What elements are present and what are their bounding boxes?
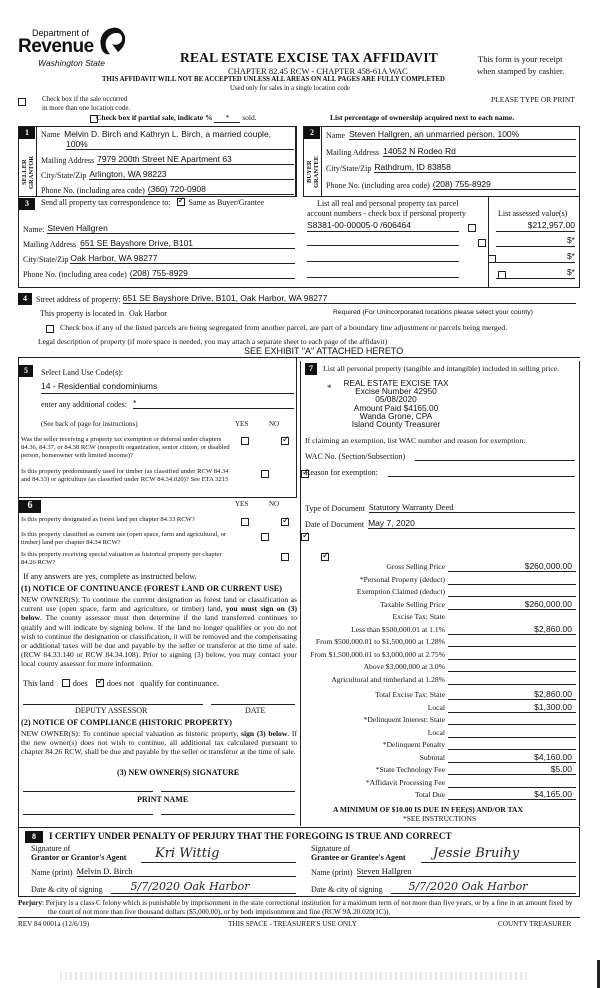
- tax-row-label: Exemption Claimed (deduct): [356, 587, 445, 596]
- grantor-signature[interactable]: Kri Wittig: [141, 846, 296, 863]
- same-as-buyer-checkbox[interactable]: [177, 198, 185, 206]
- same-as-buyer-label: Same as Buyer/Grantee: [188, 198, 265, 207]
- grantee-sig-of: Signature of: [311, 844, 351, 853]
- send-correspondence-label: Send all property tax correspondence to:: [41, 198, 171, 207]
- tax-row-label: *Delinquent Penalty: [382, 740, 445, 749]
- corr-phone-value[interactable]: (208) 755-8929: [130, 268, 295, 279]
- notice1-text-a: NEW OWNER(S): To continue the current designation as forest land or classification as current use (open space, farm and agriculture, or timber) land,: [21, 595, 297, 614]
- tax-row-label: Agricultural and timberland at 1.28%: [331, 674, 445, 684]
- corr-mailing-label: Mailing Address: [23, 240, 77, 249]
- parcel-personal-checkbox-1[interactable]: [468, 224, 476, 232]
- yes-header: YES: [235, 420, 249, 428]
- no-header: NO: [269, 420, 280, 428]
- corr-city-label: City/State/Zip: [23, 255, 69, 264]
- partial-sale-label: Check box if partial sale, indicate %: [96, 113, 213, 122]
- logo-line1: Department of: [32, 28, 90, 38]
- tax-row-label: From $500,000.01 to $1,500,000 at 1.28%: [315, 637, 445, 646]
- print-name-line-1[interactable]: [23, 814, 153, 815]
- legal-description-label: Legal description of property (if more space is needed, you may attach a separate sheet to each page of the affidavit): [38, 337, 388, 346]
- no-header-6: NO: [269, 500, 280, 508]
- certify-statement: I CERTIFY UNDER PENALTY OF PERJURY THAT THE FOREGOING IS TRUE AND CORRECT: [49, 831, 452, 841]
- seller-name-value[interactable]: Melvin D. Birch and Kathryn L. Birch, a married couple,: [64, 129, 272, 139]
- notice1-body: [21, 595, 297, 669]
- buyer-name-label: Name: [326, 131, 346, 140]
- county-treasurer-label: COUNTY TREASURER: [498, 920, 572, 928]
- buyer-city-label: City/State/Zip: [326, 164, 372, 173]
- q-exemption-no[interactable]: [281, 437, 289, 445]
- q-exemption-text: Was the seller receiving a property tax exemption or deferral under chapters 84.36, 84.37, or 84.38 RCW (nonprofit organization, senior citizen, or disabled person, homeowner with limited income)?: [21, 436, 230, 459]
- notice2-text-b: . If the new owner(s) does not wish to continue, all additional tax calculated pursuant to chapter 84.26 RCW, shall be due and payable by the seller or transferor at the time of sale.: [21, 729, 297, 757]
- assessed-header: List assessed value(s): [498, 209, 568, 218]
- buyer-city-value[interactable]: Rathdrum, ID 83858: [374, 162, 576, 173]
- tax-row-label: Less than $500,000.01 at 1.1%: [351, 624, 445, 634]
- tax-row-label: *Personal Property (deduct): [359, 574, 445, 584]
- tax-row-label: Local: [427, 702, 445, 712]
- exemption-instructions: If claiming an exemption, list WAC number and reason for exemption:: [305, 436, 526, 445]
- wac-input[interactable]: [415, 451, 575, 461]
- grantee-date-city-label: Date & city of signing: [311, 885, 383, 894]
- tax-row-label: Gross Selling Price: [386, 562, 445, 571]
- corr-mailing-value[interactable]: 651 SE Bayshore Drive, B101: [80, 238, 295, 249]
- grantee-agent-label: Grantee or Grantee's Agent: [311, 853, 406, 862]
- logo-line2: Revenue: [18, 36, 94, 57]
- q-historic-yes[interactable]: [281, 553, 289, 561]
- doc-date-label: Date of Document: [305, 520, 365, 529]
- seller-mailing-label: Mailing Address: [41, 156, 95, 165]
- seller-city-label: City/State/Zip: [41, 171, 87, 180]
- stamp-excise-number: Excise Number 42950: [355, 386, 437, 397]
- notice1-text-b: . The county assessor must then determine if the land transferred continues to qualify and will indicate by signing below. If the land no longer qualifies or you do not wish to continue the designation or classification, it will be removed and the compensating or additional taxes will be due and payable by the seller or transferor at the time of sale. (RCW 84.33.140 or RCW 84.34.108). Prior to signing (3) below, you may contact your local county assessor for more information.: [21, 613, 297, 669]
- additional-codes-label: enter any additional codes:: [41, 400, 127, 409]
- parcel-personal-checkbox-3[interactable]: [488, 255, 496, 263]
- parcel-value-3[interactable]: $*: [496, 251, 575, 263]
- q-forest-yes[interactable]: [241, 518, 249, 526]
- q-timber-yes[interactable]: [261, 470, 269, 478]
- see-instructions-note: *SEE INSTRUCTIONS: [403, 814, 477, 823]
- partial-sale-row: [96, 113, 257, 123]
- parcel-value-4[interactable]: $*: [496, 267, 575, 279]
- stamp-treasurer-name: Wanda Grone, CPA: [359, 410, 433, 421]
- seller-city-value[interactable]: Arlington, WA 98223: [89, 169, 294, 180]
- perjury-notice: [18, 899, 583, 916]
- does-checkbox[interactable]: [62, 679, 70, 687]
- qualify-label: qualify for continuance.: [140, 679, 219, 688]
- tax-row-value[interactable]: [448, 739, 576, 750]
- stamp-amount: Amount Paid $4165.00: [353, 402, 439, 413]
- section-6-forest: [18, 498, 297, 828]
- grantor-name-label: Name (print): [31, 868, 73, 877]
- receipt-note-2: when stamped by cashier.: [477, 66, 565, 76]
- ownership-note: List percentage of ownership acquired next to each name.: [330, 113, 515, 122]
- personal-property-bullet: *: [327, 383, 332, 393]
- tax-row-value[interactable]: [448, 636, 576, 647]
- tax-row-label: Total Due: [414, 790, 445, 799]
- additional-codes-value[interactable]: *: [133, 398, 294, 409]
- street-address-label: Street address of property:: [36, 295, 121, 304]
- logo-swirl-icon: [98, 26, 126, 56]
- tax-row-label: From $1,500,000.01 to $3,000,000 at 2.75%: [310, 649, 445, 659]
- parcel-account-2[interactable]: [307, 234, 459, 246]
- new-owner-signature-label: (3) NEW OWNER(S) SIGNATURE: [117, 768, 240, 777]
- segregated-label: Check box if any of the listed parcels are being segregated from another parcel, are part of a boundary line adjustment or parcels being merged.: [60, 323, 508, 332]
- does-not-label: does not: [106, 679, 135, 688]
- print-name-label: PRINT NAME: [137, 795, 189, 804]
- q-forest-no[interactable]: [281, 518, 289, 526]
- stamp-date: 05/08/2020: [375, 394, 417, 405]
- stamp-line-1: REAL ESTATE EXCISE TAX: [343, 378, 449, 388]
- section-7-number: 7: [305, 363, 317, 375]
- grantee-date-city-value[interactable]: 5/7/2020 Oak Harbor: [391, 880, 576, 894]
- perjury-text: : Perjury is a class C felony which is punishable by imprisonment in the state correctional institution for a maximum term of not more than five years, or by a fine in an amount fixed by the court of not more than five thousand dollars ($5,000.00), or by both imprisonment and fine (RCW 9A.20.020(1C)).: [41, 899, 573, 916]
- chapter-subtitle: CHAPTER 82.45 RCW - CHAPTER 458-61A WAC: [228, 66, 408, 76]
- parcel-header-1: List all real and personal property tax parcel: [317, 199, 459, 208]
- parcel-account-3[interactable]: [307, 250, 459, 262]
- grantor-name-value[interactable]: Melvin D. Birch: [77, 866, 296, 877]
- land-use-value[interactable]: 14 - Residential condominiums: [41, 381, 294, 394]
- perjury-label: Perjury: [18, 899, 42, 907]
- section-8-number: 8: [25, 831, 43, 843]
- parcel-account-1[interactable]: S8381-00-00005-0 /606464: [307, 220, 459, 232]
- seller-grantor-label: SELLER GRANTOR: [21, 155, 35, 189]
- yes-header-6: YES: [235, 500, 249, 508]
- stamp-county: Island County Treasurer: [351, 419, 441, 430]
- does-label: does: [72, 679, 88, 688]
- tax-row-value[interactable]: $4,165.00: [448, 789, 576, 800]
- personal-property-label: List all personal property (tangible and intangible) included in selling price.: [323, 364, 560, 373]
- used-only-text: Used only for sales in a single location code: [230, 85, 351, 92]
- tax-row-label: Total Excise Tax: State: [375, 690, 445, 699]
- q-current-use-text: Is this property classified as current use (open space, farm and agricultural, or timber) land per chapter 84.34 RCW?: [21, 531, 227, 546]
- notice1-bold: you must sign on (3) below: [21, 604, 297, 623]
- section-1-seller: [18, 126, 297, 197]
- tax-row-value[interactable]: [448, 727, 576, 738]
- treasurer-stamp: [341, 379, 451, 428]
- tax-row-label: *State Technology Fee: [375, 765, 445, 774]
- tax-row-label: Above $3,000,000 at 3.0%: [363, 662, 445, 671]
- section-4-number: 4: [18, 293, 32, 305]
- tax-row-value[interactable]: $2,860.00: [448, 689, 576, 700]
- parcel-header-2: account numbers - check box if personal property: [307, 209, 466, 218]
- minimum-due-note: A MINIMUM OF $10.00 IS DUE IN FEE(S) AND/OR TAX: [333, 805, 523, 814]
- street-address-value[interactable]: 651 SE Bayshore Drive, B101, Oak Harbor, WA 98277: [123, 293, 576, 304]
- tax-row-label: *Delinquent Interest: State: [363, 715, 445, 724]
- reason-input[interactable]: [388, 467, 575, 477]
- tax-row-value[interactable]: $2,860.00: [448, 624, 576, 635]
- tax-row-label: Excise Tax: State: [392, 612, 445, 621]
- section-5-land-use: [18, 361, 297, 496]
- grantor-date-city-label: Date & city of signing: [31, 885, 103, 894]
- please-type-text: PLEASE TYPE OR PRINT: [491, 95, 575, 104]
- tax-row-value[interactable]: $5.00: [448, 764, 576, 775]
- buyer-mailing-label: Mailing Address: [326, 148, 380, 157]
- tax-row-value[interactable]: [448, 777, 576, 788]
- section-5-number: 5: [19, 365, 33, 377]
- tax-row-value[interactable]: $1,300.00: [448, 702, 576, 713]
- tax-row-value[interactable]: [448, 586, 576, 597]
- tax-row-label: Taxable Selling Price: [380, 599, 445, 609]
- legal-description-value[interactable]: SEE EXHIBIT "A" ATTACHED HERETO: [244, 346, 404, 356]
- receipt-note-1: This form is your receipt: [478, 54, 563, 64]
- located-in-label: This property is located in: [40, 309, 124, 318]
- multi-location-label-2: in more than one location code.: [42, 104, 131, 112]
- reason-label: Reason for exemption:: [305, 468, 378, 477]
- tax-row-value[interactable]: [448, 714, 576, 725]
- tax-row-value[interactable]: [448, 661, 576, 672]
- tax-calculation: [300, 562, 580, 824]
- warning-text: THIS AFFIDAVIT WILL NOT BE ACCEPTED UNLESS ALL AREAS ON ALL PAGES ARE FULLY COMPLETED: [102, 76, 445, 83]
- notice2-title: (2) NOTICE OF COMPLIANCE (HISTORIC PROPERTY): [21, 718, 233, 727]
- q-current-use-yes[interactable]: [261, 533, 269, 541]
- corr-phone-label: Phone No. (including area code): [23, 270, 127, 279]
- deputy-assessor-label: DEPUTY ASSESSOR: [75, 706, 148, 715]
- grantor-sig-of: Signature of: [31, 844, 71, 853]
- grantor-date-city-value[interactable]: 5/7/2020 Oak Harbor: [111, 880, 296, 894]
- if-yes-note: If any answers are yes, complete as instructed below.: [23, 572, 197, 581]
- q-exemption-yes[interactable]: [241, 437, 249, 445]
- dor-logo: [18, 28, 136, 72]
- print-name-line-2[interactable]: [161, 814, 295, 815]
- tax-row-value[interactable]: $260,000.00: [448, 561, 576, 572]
- buyer-mailing-value[interactable]: 14052 N Rodeo Rd: [383, 146, 576, 157]
- q-historic-text: Is this property receiving special valuation as historical property per chapter 84.26 RCW?: [21, 551, 222, 566]
- section-4-property: [18, 291, 580, 357]
- tax-row-value[interactable]: [448, 574, 576, 585]
- page-title: REAL ESTATE EXCISE TAX AFFIDAVIT: [180, 50, 438, 65]
- scan-artifact: [60, 972, 530, 980]
- q-timber-text: Is this property predominantly used for timber (as classified under RCW 84.34 and 84.33) or agriculture (as classified under RCW 84.34.020)? See ETA 3215: [21, 468, 229, 483]
- doc-type-value[interactable]: Statutory Warranty Deed: [369, 502, 575, 513]
- seller-mailing-value[interactable]: 7979 200th Street NE Apartment 63: [97, 154, 294, 165]
- doc-date-value[interactable]: May 7, 2020: [368, 518, 575, 529]
- notice2-body: [21, 729, 297, 757]
- corr-name-value[interactable]: Steven Hallgren: [47, 223, 295, 234]
- parcel-value-2[interactable]: $*: [496, 235, 575, 247]
- parcel-value-1[interactable]: $212,957.00: [496, 220, 575, 232]
- new-owner-signature-line-2[interactable]: [161, 791, 295, 792]
- parcel-list: [303, 197, 580, 287]
- parcel-personal-checkbox-2[interactable]: [478, 239, 486, 247]
- section-2-number: 2: [304, 127, 320, 139]
- new-owner-signature-line-1[interactable]: [23, 791, 153, 792]
- partial-sale-percent[interactable]: *: [214, 113, 240, 123]
- located-in-value[interactable]: Oak Harbor: [128, 309, 167, 318]
- form-number: REV 84 0001a (12/6/19): [18, 920, 90, 928]
- section-3-number: 3: [19, 198, 35, 210]
- notice1-title: (1) NOTICE OF CONTINUANCE (FOREST LAND OR CURRENT USE): [21, 584, 282, 593]
- tax-row-value[interactable]: $260,000.00: [448, 599, 576, 610]
- grantee-name-value[interactable]: Steven Hallgren: [357, 866, 576, 877]
- logo-line3: Washington State: [38, 58, 105, 68]
- q-forest-text: Is this property designated as forest land per chapter 84.33 RCW?: [21, 516, 195, 523]
- corr-city-value[interactable]: Oak Harbor, WA 98277: [70, 253, 295, 264]
- buyer-phone-value[interactable]: (208) 755-8929: [433, 179, 576, 190]
- grantee-name-label: Name (print): [311, 868, 353, 877]
- buyer-name-value[interactable]: Steven Hallgren, an unmarried person, 100%: [349, 129, 576, 140]
- notice2-bold: sign (3) below: [241, 729, 288, 738]
- tax-row-value[interactable]: [448, 674, 576, 685]
- section-2-buyer: [303, 126, 580, 197]
- notice2-text-a: NEW OWNER(S): To continue special valuation as historic property,: [21, 729, 242, 738]
- section-6-number: 6: [19, 500, 41, 513]
- multi-location-label-1: Check box if the sale occurred: [42, 95, 128, 103]
- wac-label: WAC No. (Section/Subsection): [305, 452, 406, 461]
- tax-row-label: Local: [427, 727, 445, 737]
- required-note: Required (For Unincorporated locations please select your county): [333, 309, 533, 316]
- seller-phone-value[interactable]: (360) 720-0908: [148, 184, 294, 195]
- tax-row-label: Subtotal: [419, 752, 445, 762]
- this-land-label: This land: [23, 679, 54, 688]
- seller-name-value-2[interactable]: 100%: [66, 139, 88, 149]
- does-not-checkbox[interactable]: [96, 679, 104, 687]
- buyer-phone-label: Phone No. (including area code): [326, 181, 430, 190]
- date-label: DATE: [245, 706, 266, 715]
- seller-phone-label: Phone No. (including area code): [41, 186, 145, 195]
- treasurer-use-only: THIS SPACE - TREASURER'S USE ONLY: [228, 920, 357, 928]
- tax-row-value[interactable]: $4,160.00: [448, 752, 576, 763]
- grantor-agent-label: Grantor or Grantor's Agent: [31, 853, 127, 862]
- parcel-account-4[interactable]: [307, 266, 459, 278]
- buyer-grantee-label: BUYER GRANTEE: [306, 155, 320, 189]
- tax-row-value[interactable]: [448, 649, 576, 660]
- seller-name-label: Name: [41, 130, 61, 139]
- corr-name-label: Name:: [23, 225, 45, 234]
- tax-row-label: *Affidavit Processing Fee: [365, 777, 445, 787]
- segregated-checkbox[interactable]: [46, 325, 54, 333]
- grantee-signature[interactable]: Jessie Bruihy: [421, 846, 576, 863]
- land-use-label: Select Land Use Code(s):: [41, 368, 123, 377]
- section-3-correspondence: [18, 197, 300, 287]
- section-1-number: 1: [19, 127, 35, 139]
- multi-location-checkbox[interactable]: [18, 98, 26, 106]
- section-8-certification: [18, 828, 580, 896]
- partial-sale-post: sold.: [242, 113, 257, 122]
- instructions-note: (See back of page for instructions): [41, 420, 138, 428]
- doc-type-label: Type of Document: [305, 504, 365, 513]
